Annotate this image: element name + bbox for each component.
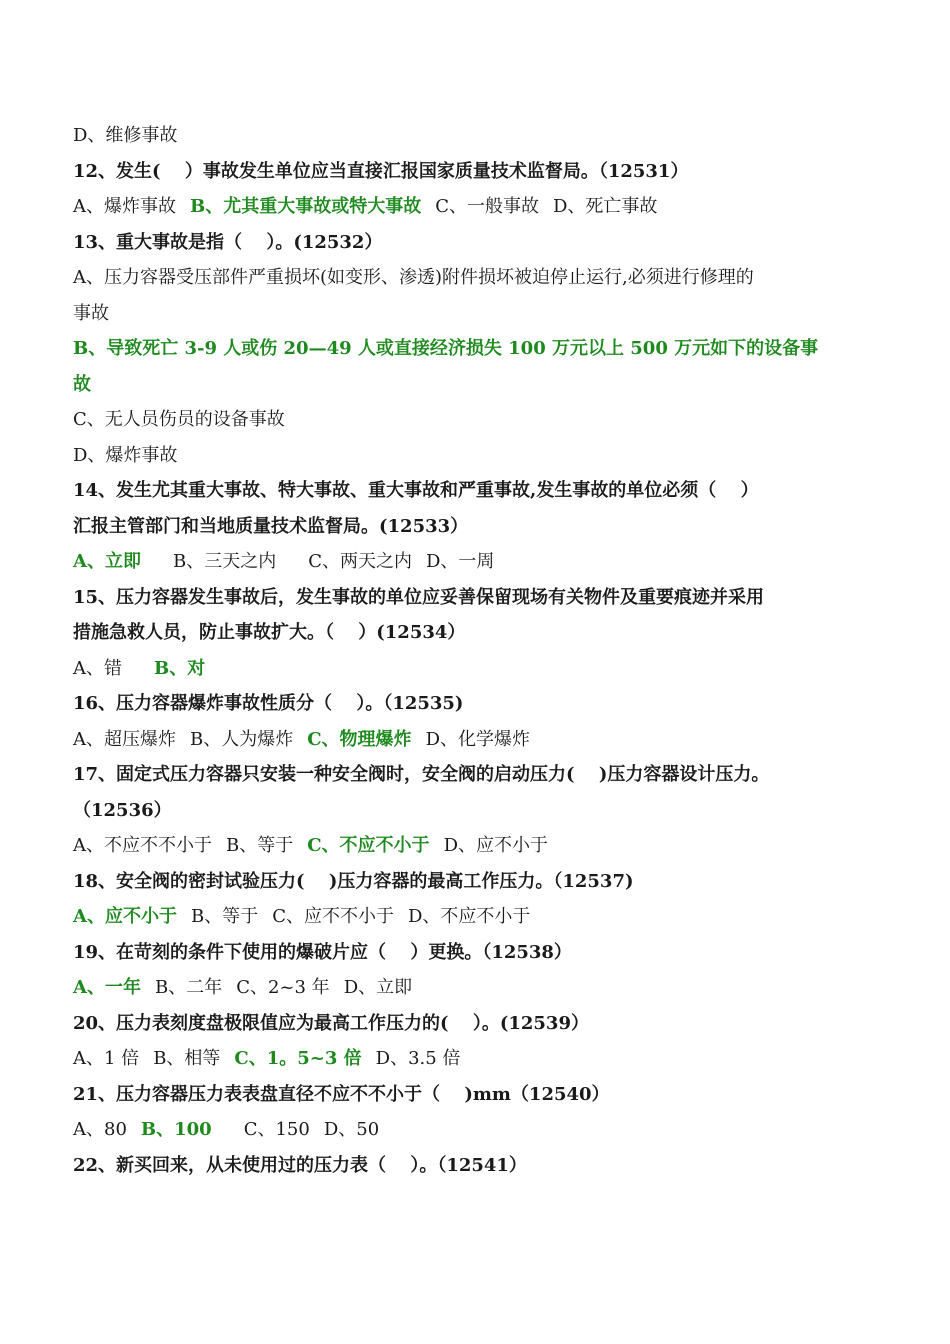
option: D、50 [323, 1119, 380, 1140]
question-text: 措施急救人员，防止事故扩大。（ ）(12534） [73, 622, 466, 643]
question-list [73, 118, 819, 1183]
option: D、应不小于 [443, 835, 548, 856]
option: A、超压爆炸 [73, 728, 176, 750]
option-line [73, 1041, 813, 1077]
option: D、爆炸事故 [73, 444, 178, 466]
option-line [73, 118, 813, 154]
correct-option: C、不应不小于 [307, 835, 430, 856]
option-line [73, 544, 813, 580]
option-line [73, 651, 813, 687]
option: A、80 [73, 1119, 127, 1140]
question-text: （12536） [73, 799, 172, 821]
correct-option: B、对 [136, 657, 206, 679]
question-text: 22、新买回来，从未使用过的压力表（ ）。（12541） [73, 1154, 527, 1176]
question-text: 17、固定式压力容器只安装一种安全阀时，安全阀的启动压力( )压力容器设计压力。 [73, 764, 770, 785]
correct-option: C、1。5~3 倍 [234, 1048, 362, 1069]
question-text: 汇报主管部门和当地质量技术监督局。(12533） [73, 515, 469, 537]
option-line [73, 189, 813, 225]
correct-option: A、立即 [73, 551, 141, 572]
option: D、不应不小于 [407, 906, 531, 927]
correct-option: B、100 [140, 1119, 212, 1140]
question-text: 15、压力容器发生事故后，发生事故的单位应妥善保留现场有关物件及重要痕迹并采用 [73, 586, 765, 608]
option: D、一周 [425, 551, 495, 572]
question-text: 14、发生尤其重大事故、特大事故、重大事故和严重事故,发生事故的单位必须（ ） [73, 480, 759, 501]
option-line [73, 899, 813, 935]
option: C、一般事故 [435, 196, 539, 217]
option: B、等于 [226, 835, 294, 856]
question-text: 21、压力容器压力表表盘直径不应不不小于（ )mm（12540） [73, 1083, 610, 1105]
option: A、1 倍 [73, 1048, 140, 1069]
option-line [73, 402, 813, 438]
option: D、死亡事故 [553, 196, 658, 217]
correct-answer-text: B、导致死亡 3-9 人或伤 20—49 人或直接经济损失 100 万元以上 500 万元如下的设备事 [73, 338, 819, 359]
question-text: 13、重大事故是指（ ）。(12532） [73, 231, 383, 253]
option: B、三天之内 [154, 551, 277, 572]
question-text: 16、压力容器爆炸事故性质分（ ）。（12535) [73, 693, 464, 714]
option: B、二年 [154, 977, 223, 998]
option: 事故 [73, 302, 109, 324]
option: D、化学爆炸 [425, 728, 530, 750]
option: B、人为爆炸 [190, 728, 294, 750]
option: A、不应不不小于 [73, 835, 212, 856]
option: B、等于 [190, 906, 259, 927]
option-line [73, 722, 813, 758]
option: B、相等 [153, 1048, 221, 1069]
correct-option: C、物理爆炸 [307, 728, 412, 750]
option: C、150 [225, 1119, 310, 1140]
option: A、压力容器受压部件严重损坏(如变形、渗透)附件损坏被迫停止运行,必须进行修理的 [73, 267, 754, 288]
correct-option: A、应不小于 [73, 906, 177, 927]
correct-answer-text: 故 [73, 373, 91, 395]
option: A、爆炸事故 [73, 196, 176, 217]
option: C、两天之内 [290, 551, 412, 572]
option: D、3.5 倍 [375, 1048, 461, 1069]
option-line [73, 1112, 813, 1148]
correct-option: A、一年 [73, 977, 141, 998]
option-line [73, 296, 813, 332]
correct-option: B、尤其重大事故或特大事故 [190, 196, 422, 217]
option-line [73, 438, 813, 474]
option: A、错 [73, 657, 122, 679]
question-text: 12、发生( ）事故发生单位应当直接汇报国家质量技术监督局。（12531） [73, 160, 689, 182]
option-line [73, 828, 813, 864]
option: C、应不不小于 [272, 906, 394, 927]
option-line [73, 970, 813, 1006]
option: C、2~3 年 [236, 977, 330, 998]
option: C、无人员伤员的设备事故 [73, 409, 285, 430]
question-text: 19、在苛刻的条件下使用的爆破片应（ ）更换。（12538） [73, 941, 572, 963]
option: D、立即 [343, 977, 413, 998]
option: D、维修事故 [73, 125, 178, 146]
question-text: 18、安全阀的密封试验压力( )压力容器的最高工作压力。（12537) [73, 870, 634, 892]
question-text: 20、压力表刻度盘极限值应为最高工作压力的( ）。(12539） [73, 1012, 589, 1034]
option-line [73, 260, 813, 296]
